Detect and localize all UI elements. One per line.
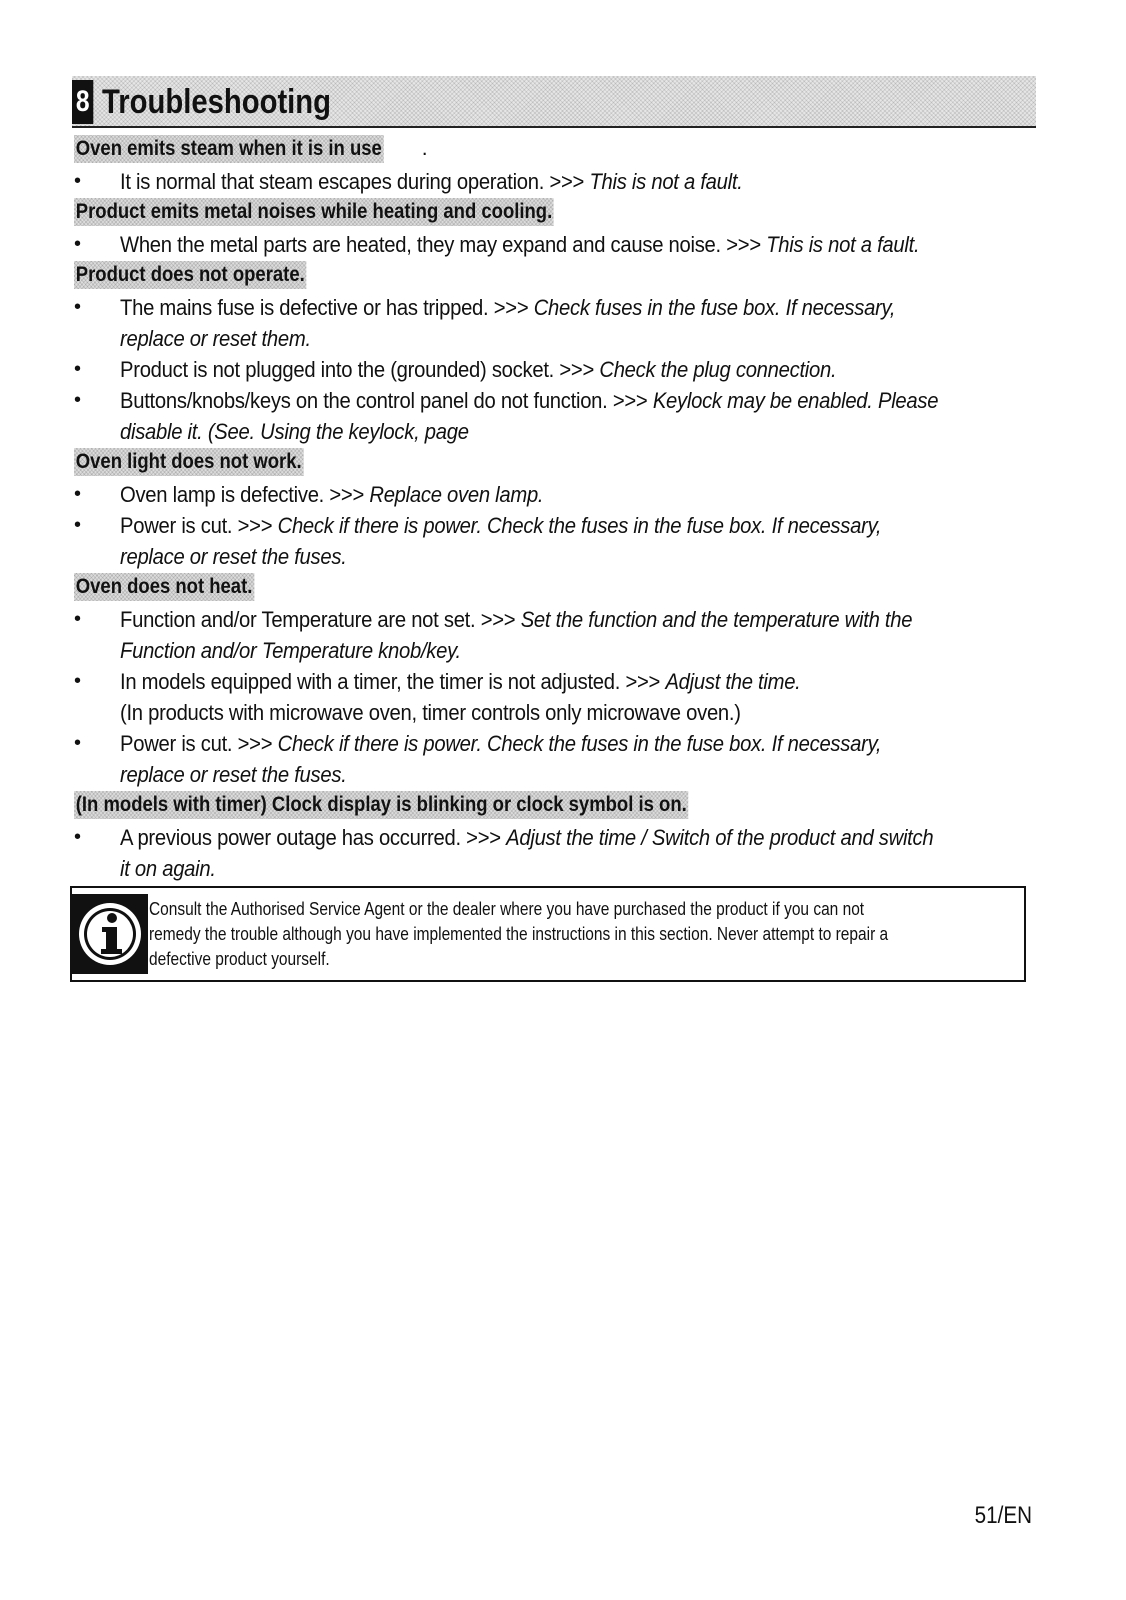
bullet-icon: • [74,483,81,505]
problem-heading: Product does not operate. [74,261,306,289]
cause-text: Product is not plugged into the (grounded) socket. >>> [120,357,600,382]
bullet-icon: • [74,670,81,692]
cause-item [74,728,1036,790]
cause-line [120,510,963,541]
remedy-text: Adjust the time. [665,669,801,694]
problem-heading-row [74,135,1036,166]
cause-text: When the metal parts are heated, they may expand and cause noise. >>> [120,232,767,257]
cause-list [74,479,1036,572]
remedy-text: Keylock may be enabled. Please [652,388,939,413]
troubleshooting-content [74,134,1036,884]
bullet-icon: • [74,233,81,255]
bullet-icon: • [74,514,81,536]
cause-item [74,822,1036,884]
cause-item [74,666,1036,728]
remedy-text: Function and/or Temperature knob/key. [120,638,461,663]
cause-line [120,385,963,416]
cause-line [120,728,963,759]
cause-item [74,166,1036,197]
info-line: Consult the Authorised Service Agent or the dealer where you have purchased the product if you can not [149,899,865,919]
info-icon-graphic [72,894,148,974]
cause-item [74,604,1036,666]
section-title-bar [72,76,1036,128]
problem-heading: Oven does not heat. [74,573,254,601]
remedy-text: Set the function and the temperature with the [520,607,913,632]
remedy-text: Check the plug connection. [599,357,837,382]
bullet-icon: • [74,826,81,848]
cause-line [120,697,963,728]
cause-line [120,635,963,666]
info-icon [72,894,148,974]
bullet-icon: • [74,732,81,754]
remedy-text: Check if there is power. Check the fuses in the fuse box. If necessary, [277,731,882,756]
cause-line [120,479,963,510]
bullet-icon: • [74,389,81,411]
cause-line [120,292,963,323]
cause-text: Power is cut. >>> [120,731,278,756]
cause-list [74,292,1036,447]
remedy-text: it on again. [120,856,216,881]
remedy-text: disable it. (See. Using the keylock, page [120,419,469,444]
cause-line [120,759,963,790]
bullet-icon: • [74,296,81,318]
problem-heading-row [74,261,1036,292]
cause-line [120,604,963,635]
cause-text: In models equipped with a timer, the timer is not adjusted. >>> [120,669,666,694]
remedy-text: Adjust the time / Switch of the product and switch [506,825,934,850]
cause-text: Buttons/knobs/keys on the control panel do not function. >>> [120,388,653,413]
info-text [149,897,1029,972]
cause-line [120,416,963,447]
cause-item [74,385,1036,447]
cause-list [74,822,1036,884]
section-title: Troubleshooting [102,83,332,121]
cause-item [74,510,1036,572]
cause-item [74,479,1036,510]
info-line: remedy the trouble although you have implemented the instructions in this section. Never attempt to repair a [149,924,889,944]
remedy-text: This is not a fault. [766,232,920,257]
cause-item [74,354,1036,385]
cause-text: Oven lamp is defective. >>> [120,482,370,507]
page-number: 51/EN [974,1502,1032,1529]
cause-text: It is normal that steam escapes during operation. >>> [120,169,590,194]
problem-heading: (In models with timer) Clock display is blinking or clock symbol is on. [74,791,689,819]
cause-list [74,229,1036,260]
problem-heading: Oven light does not work. [74,448,303,476]
cause-text: Power is cut. >>> [120,513,278,538]
remedy-text: replace or reset them. [120,326,311,351]
remedy-text: Check fuses in the fuse box. If necessary, [533,295,896,320]
remedy-text: replace or reset the fuses. [120,762,347,787]
remedy-text: This is not a fault. [589,169,743,194]
heading-punctuation: . [421,137,428,160]
cause-line [120,822,963,853]
info-line: defective product yourself. [149,949,330,969]
cause-line [120,354,963,385]
cause-text: A previous power outage has occurred. >>> [120,825,507,850]
problem-heading-row [74,448,1036,479]
cause-line [120,853,963,884]
section-number: 8 [72,80,93,124]
bullet-icon: • [74,170,81,192]
cause-text: Function and/or Temperature are not set. >>> [120,607,521,632]
cause-item [74,229,1036,260]
cause-text: (In products with microwave oven, timer controls only microwave oven.) [120,700,741,725]
bullet-icon: • [74,608,81,630]
cause-line [120,666,963,697]
remedy-text: Check if there is power. Check the fuses in the fuse box. If necessary, [277,513,882,538]
problem-heading-row [74,198,1036,229]
problem-heading: Product emits metal noises while heating and cooling. [74,198,554,226]
cause-text: The mains fuse is defective or has tripped. >>> [120,295,534,320]
cause-item [74,292,1036,354]
cause-line [120,541,963,572]
problem-heading: Oven emits steam when it is in use [74,135,384,163]
problem-heading-row [74,573,1036,604]
cause-list [74,604,1036,790]
cause-line [120,323,963,354]
cause-line [120,229,963,260]
problem-heading-row [74,791,1036,822]
remedy-text: replace or reset the fuses. [120,544,347,569]
cause-line [120,166,963,197]
info-notice [70,886,1026,982]
bullet-icon: • [74,358,81,380]
remedy-text: Replace oven lamp. [369,482,544,507]
cause-list [74,166,1036,197]
